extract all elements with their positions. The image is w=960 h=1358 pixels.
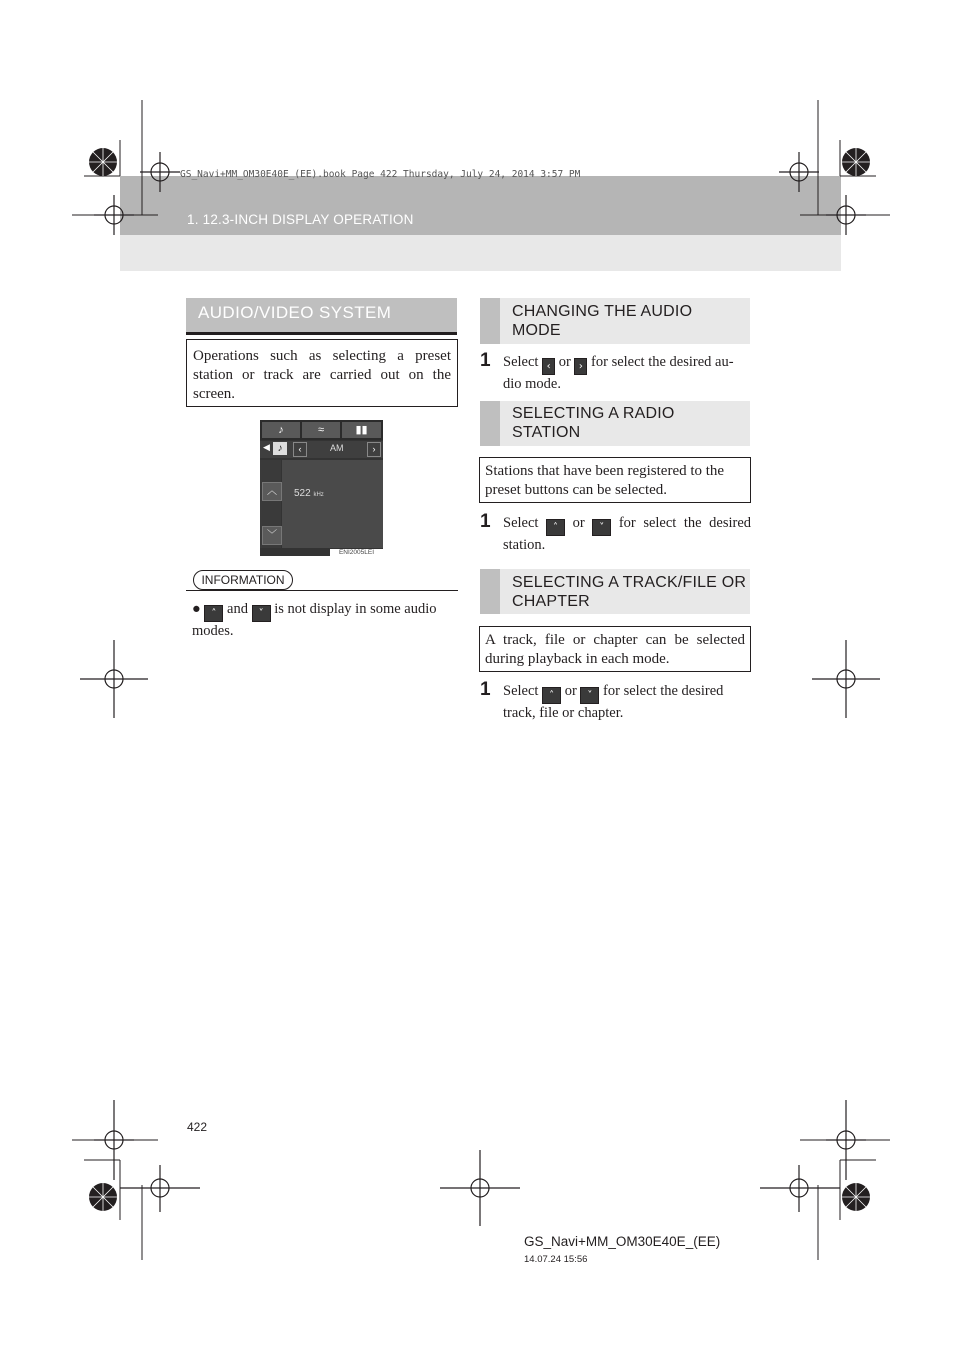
step-post: for select the desired track, file or chapter. — [503, 683, 724, 721]
chevron-right-icon: › — [574, 358, 587, 375]
chevron-down-icon: ˅ — [592, 519, 611, 536]
screen-band-label: AM — [330, 443, 344, 453]
chevron-right-icon: › — [367, 442, 381, 457]
information-text — [192, 600, 462, 641]
step-or: or — [572, 515, 585, 531]
section-title: 1. 12.3-INCH DISPLAY OPERATION — [187, 212, 414, 227]
info-text-after: is not display in some audio modes. — [192, 601, 437, 639]
music-note-icon: ♪ — [262, 422, 300, 438]
step-select: Select — [503, 515, 539, 531]
chevron-left-icon: ‹ — [542, 358, 555, 375]
section-title-audio-mode: CHANGING THE AUDIO MODE — [512, 303, 693, 339]
music-source-icon: ♪ — [273, 442, 287, 455]
step-number: 1 — [480, 511, 491, 532]
bullet: ● — [192, 601, 201, 617]
intro-box: Operations such as selecting a preset station or track are carried out on the screen. — [186, 339, 458, 407]
section-title-radio-station: SELECTING A RADIO STATION — [512, 405, 675, 441]
screen-mode-row — [260, 441, 383, 458]
radio-station-box: Stations that have been registered to the preset buttons can be selected. — [479, 457, 751, 503]
chevron-left-icon: ‹ — [293, 442, 307, 457]
section-title-track-file: SELECTING A TRACK/FILE OR CHAPTER — [512, 574, 747, 610]
step-number: 1 — [480, 679, 491, 700]
print-book-line: GS_Navi+MM_OM30E40E_(EE).book Page 422 Thursday, July 24, 2014 3:57 PM — [180, 169, 581, 180]
chevron-down-icon: ˅ — [580, 687, 599, 704]
step-text-audio-mode — [503, 353, 751, 394]
step-post: for select the desired station. — [503, 515, 752, 553]
screen-tab-bar — [260, 420, 383, 440]
step-text-track-file — [503, 682, 751, 723]
step-select: Select — [503, 354, 539, 370]
left-section-title: AUDIO/VIDEO SYSTEM — [198, 303, 392, 322]
chevron-up-icon: ︿ — [262, 482, 282, 501]
step-post: for select the desired au-dio mode. — [503, 354, 734, 392]
document-id: GS_Navi+MM_OM30E40E_(EE) — [524, 1234, 721, 1249]
track-file-box: A track, file or chapter can be selected during playback in each mode. — [479, 626, 751, 672]
sound-wave-icon: ≈ — [302, 422, 340, 438]
step-text-radio-station — [503, 514, 751, 555]
figure-caption: ENI2005LEI — [330, 549, 383, 557]
audio-screen-illustration — [260, 420, 383, 556]
step-or: or — [558, 354, 571, 370]
screen-body — [282, 460, 383, 548]
step-select: Select — [503, 683, 539, 699]
frequency-unit: kHz — [313, 492, 324, 498]
info-divider — [186, 590, 458, 591]
section-header-accent — [480, 298, 500, 344]
information-label: INFORMATION — [193, 570, 293, 590]
page-number: 422 — [187, 1120, 208, 1134]
step-or: or — [564, 683, 577, 699]
frequency-value: 522 — [294, 488, 311, 499]
speaker-icon: ◀ — [263, 442, 270, 452]
document-date: 14.07.24 15:56 — [524, 1254, 588, 1265]
step-number: 1 — [480, 350, 491, 371]
section-header-accent — [480, 401, 500, 446]
section-header-accent — [480, 569, 500, 614]
chevron-up-icon: ˄ — [546, 519, 565, 536]
chevron-down-icon: ˅ — [252, 605, 271, 622]
chevron-up-icon: ˄ — [204, 605, 223, 622]
chevron-down-icon: ﹀ — [262, 526, 282, 545]
chevron-up-icon: ˄ — [542, 687, 561, 704]
screen-frequency — [294, 488, 324, 499]
info-and: and — [227, 601, 248, 617]
equalizer-icon: ▮▮ — [342, 422, 381, 438]
